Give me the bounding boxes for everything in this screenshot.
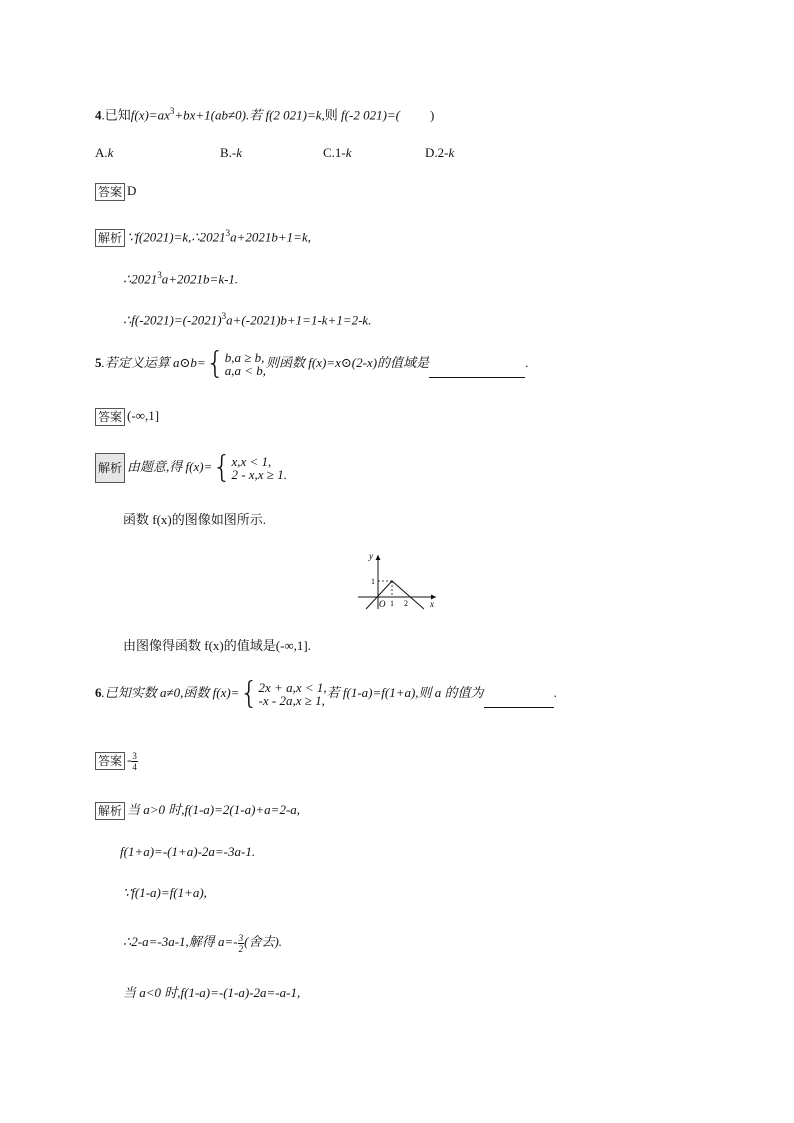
answer-tag: 答案 xyxy=(95,752,125,770)
answer-value: (-∞,1] xyxy=(127,408,160,423)
q6-answer: 答案 - $\frac{3}{4}$ xyxy=(95,748,138,772)
q5-number: 5 xyxy=(95,355,102,370)
q6-answer-fraction: $\frac{3}{4}$ xyxy=(132,750,137,772)
analysis-tag: 解析 xyxy=(95,453,125,483)
q6-analysis-line-2: f(1+a)=-(1+a)-2a=-3a-1. xyxy=(120,844,256,859)
x-label: x xyxy=(430,599,434,609)
tick-x-1: 1 xyxy=(390,599,394,608)
analysis-tag: 解析 xyxy=(95,802,125,820)
q6-analysis-line-3: ∵f(1-a)=f(1+a), xyxy=(123,885,207,900)
q5-stem: 5.若定义运算 a⊙b={ b,a ≥ b, a,a < b, 则函数 f(x)=x⊙(2-x)的值域是 . xyxy=(95,346,529,382)
q5-graph-note: 函数 f(x)的图像如图所示. xyxy=(123,512,266,527)
q5-function-graph xyxy=(352,547,442,611)
analysis-tag: 解析 xyxy=(95,229,125,247)
q4-option-b: B.-k xyxy=(220,145,243,160)
q6-number: 6 xyxy=(95,685,102,700)
q4-answer xyxy=(95,183,136,201)
q5-conclusion: 由图像得函数 f(x)的值域是(-∞,1]. xyxy=(123,638,311,653)
q4-option-a: A.k xyxy=(95,145,114,160)
q6-fraction: $\frac{3}{2}$ xyxy=(238,932,244,954)
q5-analysis-line-1: 解析 由题意,得 f(x)={ x,x < 1, 2 - x,x ≥ 1. xyxy=(95,452,287,483)
q5-answer xyxy=(95,408,159,426)
q5-analysis-piecewise: x,x < 1, 2 - x,x ≥ 1. xyxy=(231,454,287,483)
q6-analysis-line-1: 解析 当 a>0 时,f(1-a)=2(1-a)+a=2-a, xyxy=(95,802,300,820)
q4-analysis-line-3: $\therefore f(-2021)=(-2021)^3a+(-2021)b+1=1-k+1=2-k$. xyxy=(123,311,372,328)
tick-y-1: 1 xyxy=(371,577,375,586)
origin-label: O xyxy=(379,599,386,609)
q5-blank xyxy=(429,361,525,378)
tick-x-2: 2 xyxy=(404,599,408,608)
answer-tag: 答案 xyxy=(95,183,125,201)
q6-piecewise: 2x + a,x < 1, -x - 2a,x ≥ 1, xyxy=(258,680,327,709)
q4-analysis-line-1: 解析 $\because f(2021)=k,\therefore 2021^3a+2021b+1=k$, xyxy=(95,225,311,247)
q4-number: 4 xyxy=(95,107,102,123)
q6-analysis-line-5: 当 a<0 时,f(1-a)=-(1-a)-2a=-a-1, xyxy=(123,985,301,1000)
answer-tag: 答案 xyxy=(95,408,125,426)
q6-stem: 6.已知实数 a≠0,函数 f(x)={ 2x + a,x < 1, -x - 2a,x ≥ 1, 若 f(1-a)=f(1+a),则 a 的值为 . xyxy=(95,676,557,712)
q4-analysis-line-2: $\therefore 2021^3a+2021b=k-1$. xyxy=(123,270,239,287)
q4-stem: 4.已知$f(x)=ax^3+bx+1(ab\ne 0)$.若 f(2 021)=k,则 f(-2 021)=( ) xyxy=(95,106,435,123)
answer-value: D xyxy=(127,183,137,198)
q5-piecewise: b,a ≥ b, a,a < b, xyxy=(224,350,267,379)
q6-analysis-line-4: ∴2-a=-3a-1,解得 a=- $\frac{3}{2}$ (舍去). xyxy=(123,932,283,954)
q4-option-c: C.1-k xyxy=(323,145,352,160)
q6-blank xyxy=(484,691,554,708)
q4-option-d: D.2-k xyxy=(425,145,455,160)
y-axis-arrow xyxy=(376,555,381,560)
y-label: y xyxy=(369,551,373,561)
